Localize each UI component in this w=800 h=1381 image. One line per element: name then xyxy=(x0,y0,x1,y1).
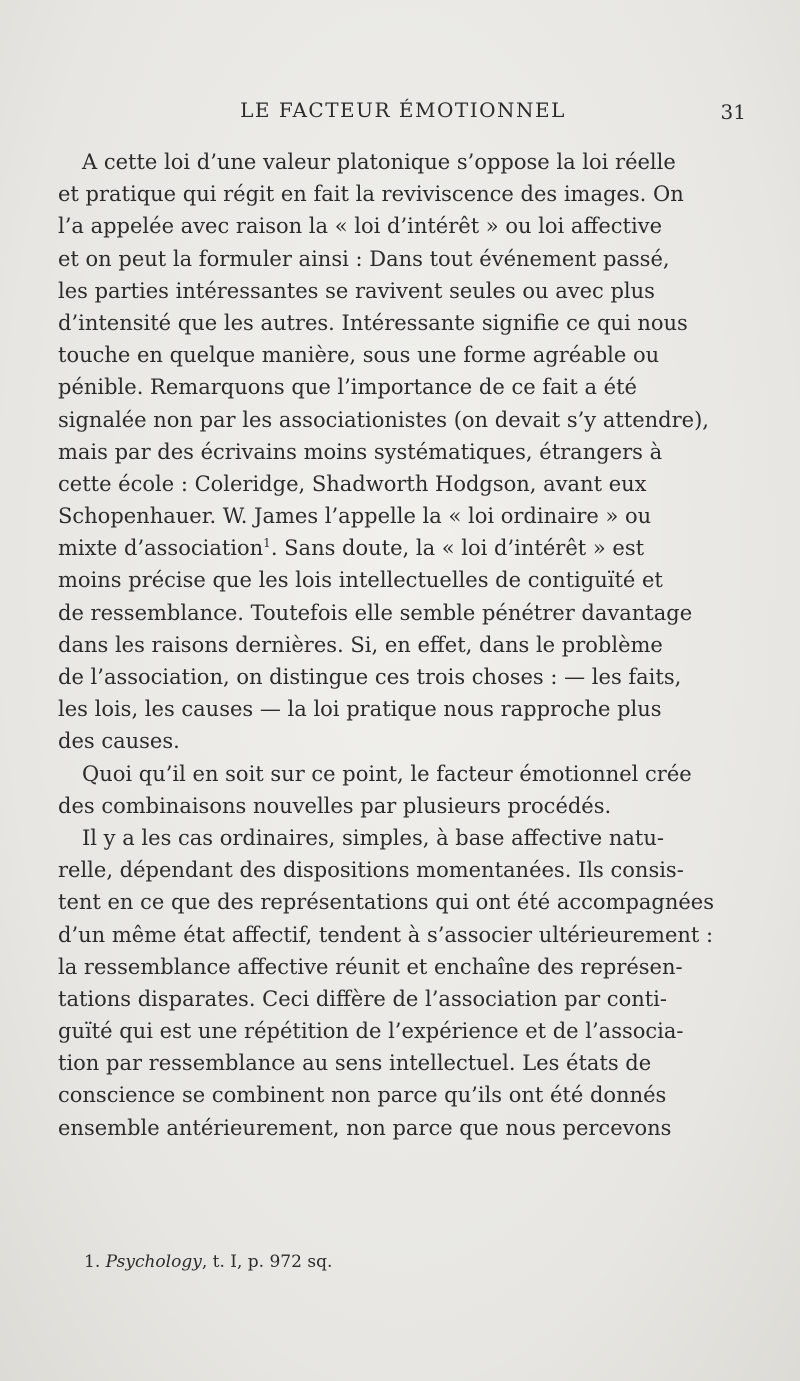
footnote-citation: , t. I, p. 972 sq. xyxy=(201,1252,333,1272)
text-line: les lois, les causes — la loi pratique nous rapproche plus xyxy=(58,697,662,722)
text-line: mais par des écrivains moins systématiques, étrangers à xyxy=(58,439,663,464)
text-line: relle, dépendant des dispositions momentanées. Ils consis- xyxy=(58,858,684,883)
text-line: des causes. xyxy=(58,729,180,754)
text-line: dans les raisons dernières. Si, en effet, dans le problème xyxy=(58,632,663,657)
text-line xyxy=(58,532,748,564)
text-line: tations disparates. Ceci diffère de l’association par conti- xyxy=(58,986,667,1011)
text-segment: . Sans doute, la « loi d’intérêt » est xyxy=(270,536,645,561)
text-line: conscience se combinent non parce qu’ils ont été donnés xyxy=(58,1083,667,1108)
text-line: tent en ce que des représentations qui ont été accompagnées xyxy=(58,890,715,915)
text-line: des combinaisons nouvelles par plusieurs procédés. xyxy=(58,793,612,818)
text-line: la ressemblance affective réunit et enchaîne des représen- xyxy=(58,954,683,979)
text-line: A cette loi d’une valeur platonique s’oppose la loi réelle xyxy=(82,150,676,174)
text-line: d’un même état affectif, tendent à s’associer ultérieurement : xyxy=(58,922,714,947)
running-head xyxy=(60,94,746,124)
text-line: tion par ressemblance au sens intellectuel. Les états de xyxy=(58,1051,652,1076)
text-line: moins précise que les lois intellectuelles de contiguïté et xyxy=(58,568,663,593)
text-line: de ressemblance. Toutefois elle semble pénétrer davantage xyxy=(58,600,693,625)
text-line: et pratique qui régit en fait la reviviscence des images. On xyxy=(58,182,684,207)
footnote-title: Psychology xyxy=(105,1252,202,1272)
body-text xyxy=(58,146,748,1144)
text-line: les parties intéressantes se ravivent seules ou avec plus xyxy=(58,278,655,303)
running-title: LE FACTEUR ÉMOTIONNEL xyxy=(240,98,566,122)
footnote xyxy=(84,1252,744,1272)
text-line: et on peut la formuler ainsi : Dans tout événement passé, xyxy=(58,246,670,271)
text-line: de l’association, on distingue ces trois choses : — les faits, xyxy=(58,665,682,689)
footnote-number: 1. xyxy=(84,1252,101,1272)
text-line: signalée non par les associationistes (on devait s’y attendre), xyxy=(58,407,709,432)
text-line: pénible. Remarquons que l’importance de ce fait a été xyxy=(58,375,637,400)
text-line: ensemble antérieurement, non parce que nous percevons xyxy=(58,1115,672,1140)
text-line: Quoi qu’il en soit sur ce point, le facteur émotionnel crée xyxy=(82,761,692,786)
text-line: touche en quelque manière, sous une forme agréable ou xyxy=(58,343,660,368)
text-line: cette école : Coleridge, Shadworth Hodgson, avant eux xyxy=(58,471,647,496)
text-line: Il y a les cas ordinaires, simples, à base affective natu- xyxy=(82,825,664,850)
text-line: d’intensité que les autres. Intéressante signifie ce qui nous xyxy=(58,310,688,335)
footnote-reference[interactable]: 1 xyxy=(263,536,271,551)
text-line: l’a appelée avec raison la « loi d’intérêt » ou loi affective xyxy=(58,214,662,239)
text-segment: mixte d’association xyxy=(58,536,264,561)
text-line: guïté qui est une répétition de l’expérience et de l’associa- xyxy=(58,1019,684,1044)
page-number: 31 xyxy=(720,100,746,124)
text-line: Schopenhauer. W. James l’appelle la « loi ordinaire » ou xyxy=(58,504,652,529)
